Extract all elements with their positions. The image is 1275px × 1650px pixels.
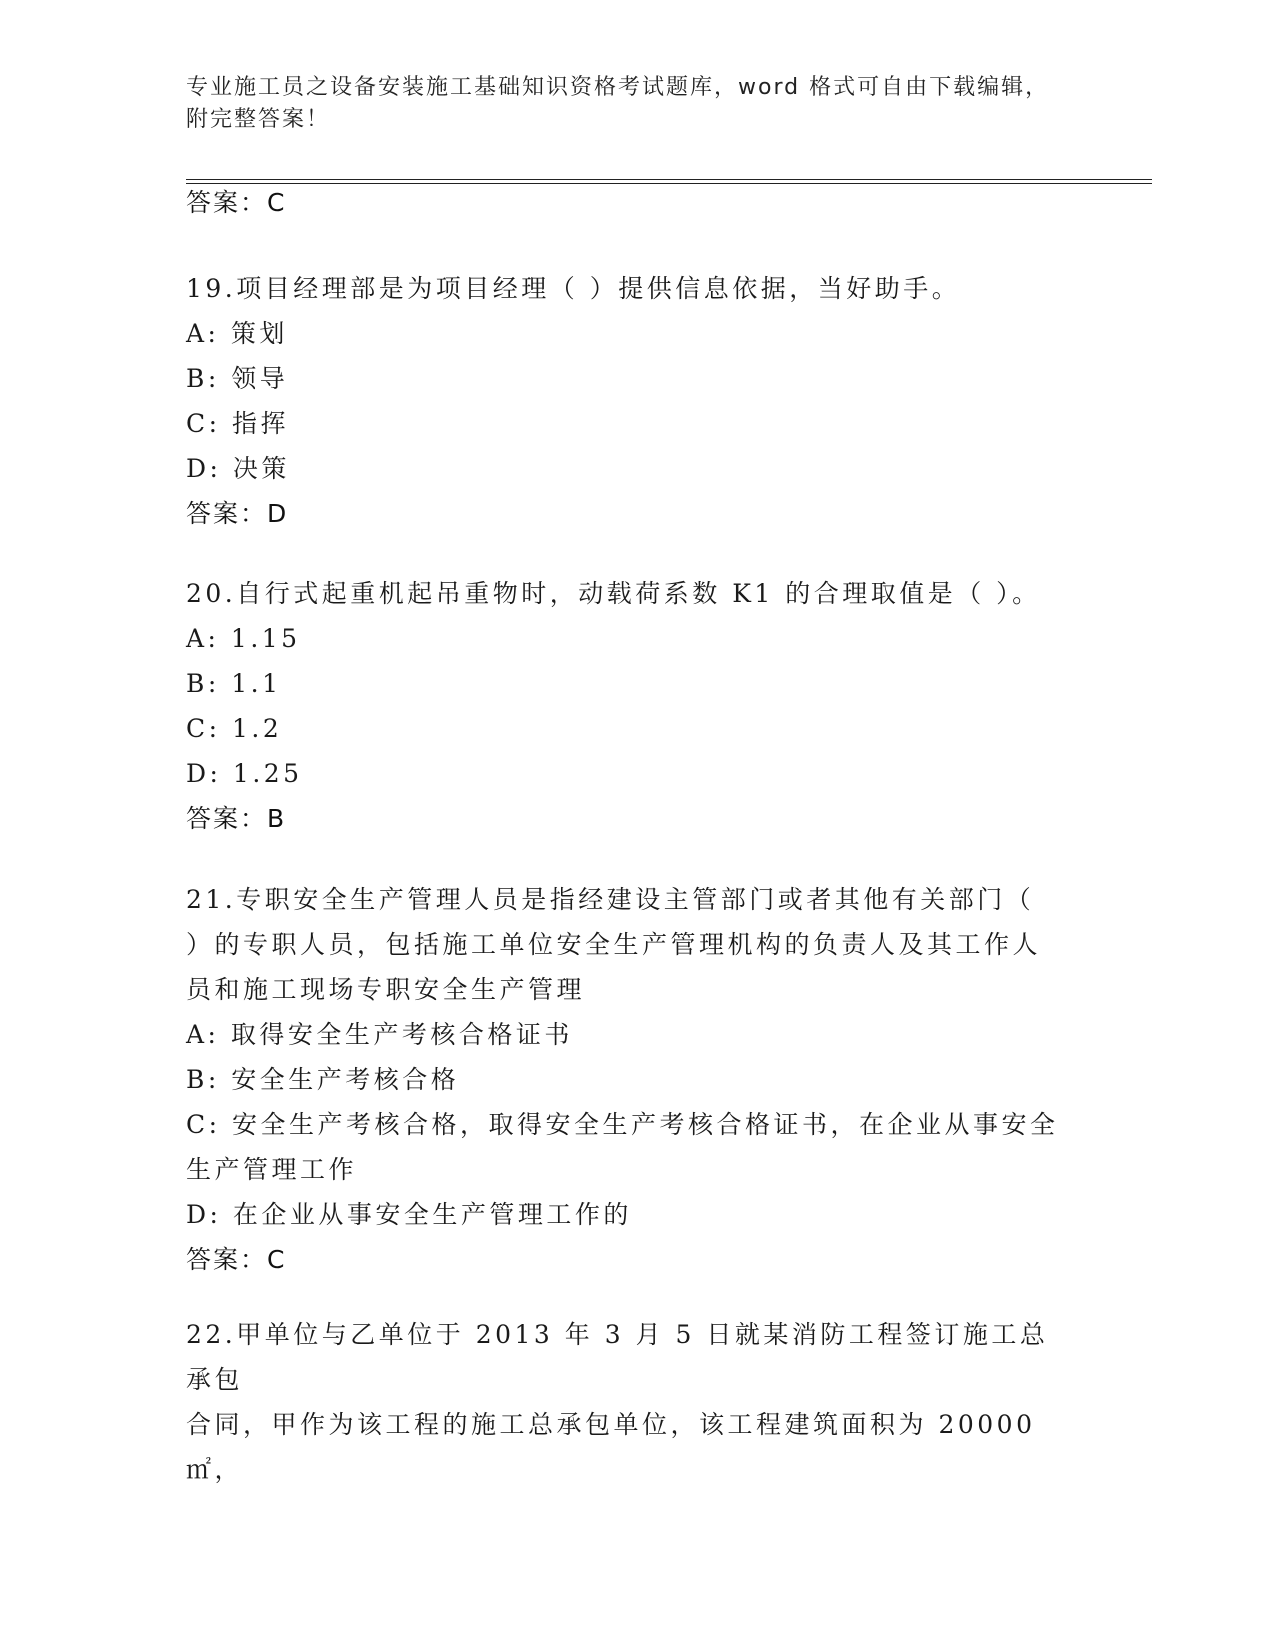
option-a: A: 策划 (186, 319, 288, 348)
question-22 (186, 1312, 1066, 1492)
option-c: C: 1.2 (186, 714, 283, 743)
answer-label: 答案：B (186, 804, 287, 833)
answer-label: 答案：D (186, 499, 289, 528)
header-line-2: 附完整答案！ (186, 107, 331, 132)
question-text-line-3: 员和施工现场专职安全生产管理 (186, 975, 586, 1004)
question-text-line-1: 22.甲单位与乙单位于 2013 年 3 月 5 日就某消防工程签订施工总承包 (186, 1320, 1049, 1394)
document-header (186, 72, 1146, 136)
previous-answer-block (186, 180, 1066, 226)
header-line-1: 专业施工员之设备安装施工基础知识资格考试题库，word 格式可自由下载编辑， (186, 75, 1050, 100)
option-c: C: 安全生产考核合格，取得安全生产考核合格证书，在企业从事安全 (186, 1110, 1059, 1139)
question-20 (186, 571, 1066, 842)
option-b: B: 1.1 (186, 669, 282, 698)
question-text: 19.项目经理部是为项目经理（ ）提供信息依据，当好助手。 (186, 274, 961, 303)
option-b: B: 领导 (186, 364, 289, 393)
option-c-continued: 生产管理工作 (186, 1155, 358, 1184)
option-b: B: 安全生产考核合格 (186, 1065, 460, 1094)
question-19 (186, 266, 1066, 537)
option-d: D: 1.25 (186, 759, 303, 788)
option-a: A: 1.15 (186, 624, 301, 653)
question-21 (186, 877, 1066, 1283)
option-a: A: 取得安全生产考核合格证书 (186, 1020, 573, 1049)
option-d: D: 在企业从事安全生产管理工作的 (186, 1200, 632, 1229)
answer-label: 答案：C (186, 1245, 287, 1274)
option-c: C: 指挥 (186, 409, 289, 438)
question-text-line-2: 合同，甲作为该工程的施工总承包单位，该工程建筑面积为 20000㎡， (186, 1410, 1036, 1484)
question-text-line-1: 21.专职安全生产管理人员是指经建设主管部门或者其他有关部门（ (186, 885, 1035, 914)
question-text-line-2: ）的专职人员，包括施工单位安全生产管理机构的负责人及其工作人 (186, 930, 1042, 959)
option-d: D: 决策 (186, 454, 290, 483)
answer-label: 答案：C (186, 188, 287, 217)
question-text: 20.自行式起重机起吊重物时，动载荷系数 K1 的合理取值是（ ）。 (186, 579, 1041, 608)
